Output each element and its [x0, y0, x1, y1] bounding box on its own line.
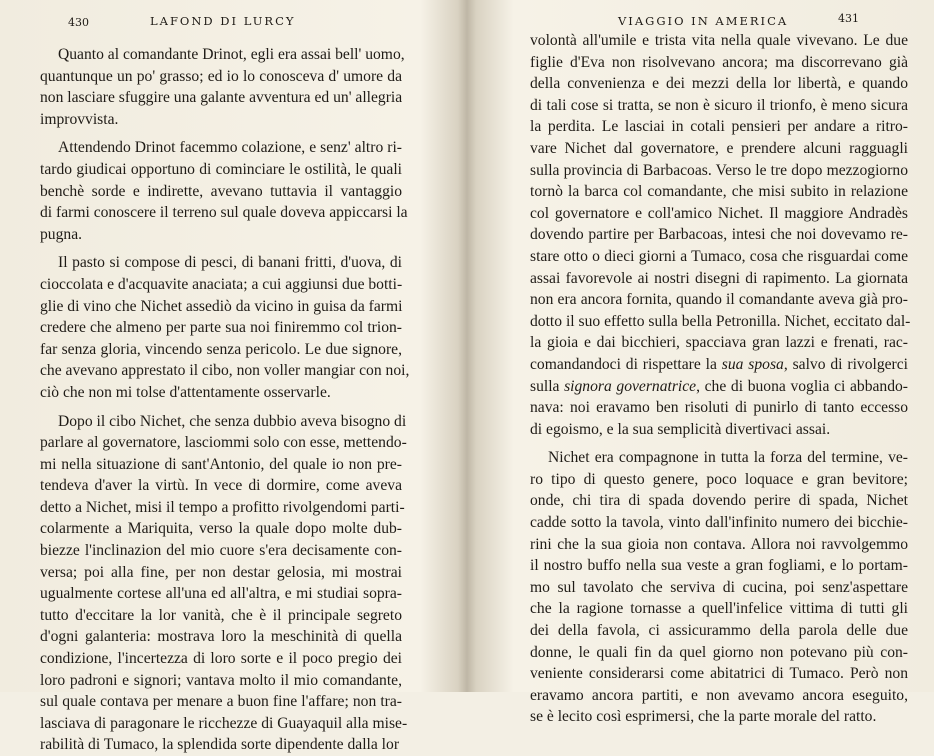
text-line: credere che almeno per parte sua noi finiremmo col trion-: [40, 317, 402, 339]
text-line: glie di vino che Nichet assediò da vicino in guisa da farmi: [40, 296, 402, 318]
paragraph: [530, 30, 908, 440]
text-line: rabilità di Tumaco, la splendida sorte dipendente dalla lor: [40, 734, 402, 756]
text-line: Quanto al comandante Drinot, egli era assai bell' uomo,: [40, 44, 402, 66]
text-line: onde, chi tira di spada dovendo perire di spada, Nichet: [530, 490, 908, 512]
text-line: veniente considerarsi come abitatrici di Tumaco. Però non: [530, 663, 908, 685]
text-line: di farmi conoscere il terreno sul quale doveva appiccarsi la: [40, 202, 402, 224]
text-line: tardo giudicai opportuno di cominciare le ostilità, le quali: [40, 159, 402, 181]
running-title: LAFOND DI LURCY: [150, 14, 295, 28]
text-line: che avevano apprestato il cibo, non voller mangiar con noi,: [40, 360, 402, 382]
text-line: ciò che non mi tolse d'attentamente osservarle.: [40, 382, 402, 404]
text-line: detto a Nichet, misi il tempo a profitto rivolgendomi parti-: [40, 497, 402, 519]
text-line: la gioia e dai bicchieri, spacciava gran lazzi e frenati, rac-: [530, 332, 908, 354]
text-line: far senza gloria, vincendo senza pericolo. Le due signore,: [40, 339, 402, 361]
text-line: Il pasto si compose di pesci, di banani fritti, d'uova, di: [40, 252, 402, 274]
right-body-text: [530, 30, 908, 728]
left-page: [0, 0, 466, 692]
text-line: se è lecito così esprimersi, che la parte morale del ratto.: [530, 706, 908, 728]
text-line: stare otto o dieci giorni a Tumaco, cosa che risguardai come: [530, 246, 908, 268]
running-title: VIAGGIO IN AMERICA: [618, 14, 788, 28]
paragraph: [40, 252, 402, 403]
text-line: sulla provincia di Barbacoas. Verso le tre dopo mezzogiorno: [530, 160, 908, 182]
left-body-text: [40, 44, 402, 756]
text-line: non era ancora fornita, quando il comandante aveva già pro-: [530, 289, 908, 311]
text-line: nava: noi eravamo ben risoluti di punirlo di tanto eccesso: [530, 397, 908, 419]
text-line: sulla signora governatrice, che di buona voglia ci abbando-: [530, 376, 908, 398]
text-line: la perdita. Le lasciai in cotali pensieri per andare a ritro-: [530, 116, 908, 138]
text-line: quantunque un po' grasso; ed io lo conosceva d' umore da: [40, 66, 402, 88]
text-line: vare Nichet dal governatore, e prendere alcuni ragguagli: [530, 138, 908, 160]
text-line: dei della favola, ci assicurammo della parola delle due: [530, 620, 908, 642]
text-line: che la ragione tornasse a quell'infelice vittima di tutti gli: [530, 598, 908, 620]
text-line: ro tipo di questo genere, poco loquace e gran bevitore;: [530, 469, 908, 491]
text-line: mi nella situazione di sant'Antonio, del quale io non pre-: [40, 454, 402, 476]
text-line: mo sul tavolato che serviva di cucina, poi senz'aspettare: [530, 577, 908, 599]
text-line: il nostro buffo nella sua veste a gran fogliami, e lo portam-: [530, 555, 908, 577]
text-line: Attendendo Drinot facemmo colazione, e senz' altro ri-: [40, 137, 402, 159]
text-line: della convenienza e dei mezzi della lor libertà, e quando: [530, 73, 908, 95]
text-line: colarmente a Mariquita, verso la quale dopo molte dub-: [40, 518, 402, 540]
text-line: figlie d'Eva non risolvevano ancora; ma discorrevano già: [530, 52, 908, 74]
text-line: biezze l'inclinazion del mio cuore s'era decisamente con-: [40, 540, 402, 562]
text-line: cadde sotto la tavola, vinto dall'infinito numero dei bicchie-: [530, 512, 908, 534]
right-page: [468, 0, 934, 692]
text-line: tutto d'eccitare la lor vanità, che è il principale segreto: [40, 605, 402, 627]
paragraph: [530, 447, 908, 728]
text-line: volontà all'umile e trista vita nella quale vivevano. Le due: [530, 30, 908, 52]
text-line: tendeva d'aver la virtù. In vece di dormire, come aveva: [40, 475, 402, 497]
text-line: sul quale contava per menare a buon fine l'affare; non tra-: [40, 691, 402, 713]
text-line: Dopo il cibo Nichet, che senza dubbio aveva bisogno di: [40, 411, 402, 433]
paragraph: [40, 411, 402, 756]
text-line: assai favorevole ai nostri disegni di rapimento. La giornata: [530, 268, 908, 290]
text-line: ugualmente cortese all'una ed all'altra, e mi studiai sopra-: [40, 583, 402, 605]
text-line: d'ogni galanteria: mostrava loro la meschinità di quella: [40, 626, 402, 648]
text-line: donne, le quali fin da quel giorno non potevano più con-: [530, 642, 908, 664]
text-line: dotto il suo effetto sulla bella Petronilla. Nichet, eccitato dal-: [530, 311, 908, 333]
text-line: di egoismo, e la sua semplicità divertivaci assai.: [530, 419, 908, 441]
text-line: lasciava di paragonare le ricchezze di Guayaquil alla mise-: [40, 713, 402, 735]
text-line: tornò la barca col comandante, che misi subito in relazione: [530, 181, 908, 203]
text-line: cioccolata e d'acquavite anaciata; a cui aggiunsi due botti-: [40, 274, 402, 296]
text-line: non lasciare sfuggire una galante avventura ed un' allegria: [40, 87, 402, 109]
text-line: eravamo ancora partiti, e non avevamo ancora eseguito,: [530, 685, 908, 707]
text-line: pugna.: [40, 224, 402, 246]
text-line: loro padroni e signori; vantava molto il mio comandante,: [40, 670, 402, 692]
text-line: Nichet era compagnone in tutta la forza del termine, ve-: [530, 447, 908, 469]
text-line: dovendo partire per Barbacoas, intesi che noi dovevamo re-: [530, 224, 908, 246]
paragraph: [40, 137, 402, 245]
text-line: col governatore e coll'amico Nichet. Il maggiore Andradès: [530, 203, 908, 225]
text-line: benchè sorde e indirette, avevano tuttavia il vantaggio: [40, 181, 402, 203]
text-line: parlare al governatore, lasciommi solo con esse, mettendo-: [40, 432, 402, 454]
text-line: comandandoci di rispettare la sua sposa, salvo di rivolgerci: [530, 354, 908, 376]
paragraph: [40, 44, 402, 130]
page-number: 430: [68, 16, 89, 29]
text-line: condizione, l'incertezza di loro sorte e il poco pregio dei: [40, 648, 402, 670]
text-line: rini che la sua gioia non contava. Allora noi ravvolgemmo: [530, 534, 908, 556]
text-line: versa; poi alla fine, per non destar gelosia, mi mostrai: [40, 562, 402, 584]
text-line: improvvista.: [40, 109, 402, 131]
text-line: di tali cose si tratta, se non è sicuro il trionfo, è meno sicura: [530, 95, 908, 117]
page-number: 431: [838, 12, 859, 25]
